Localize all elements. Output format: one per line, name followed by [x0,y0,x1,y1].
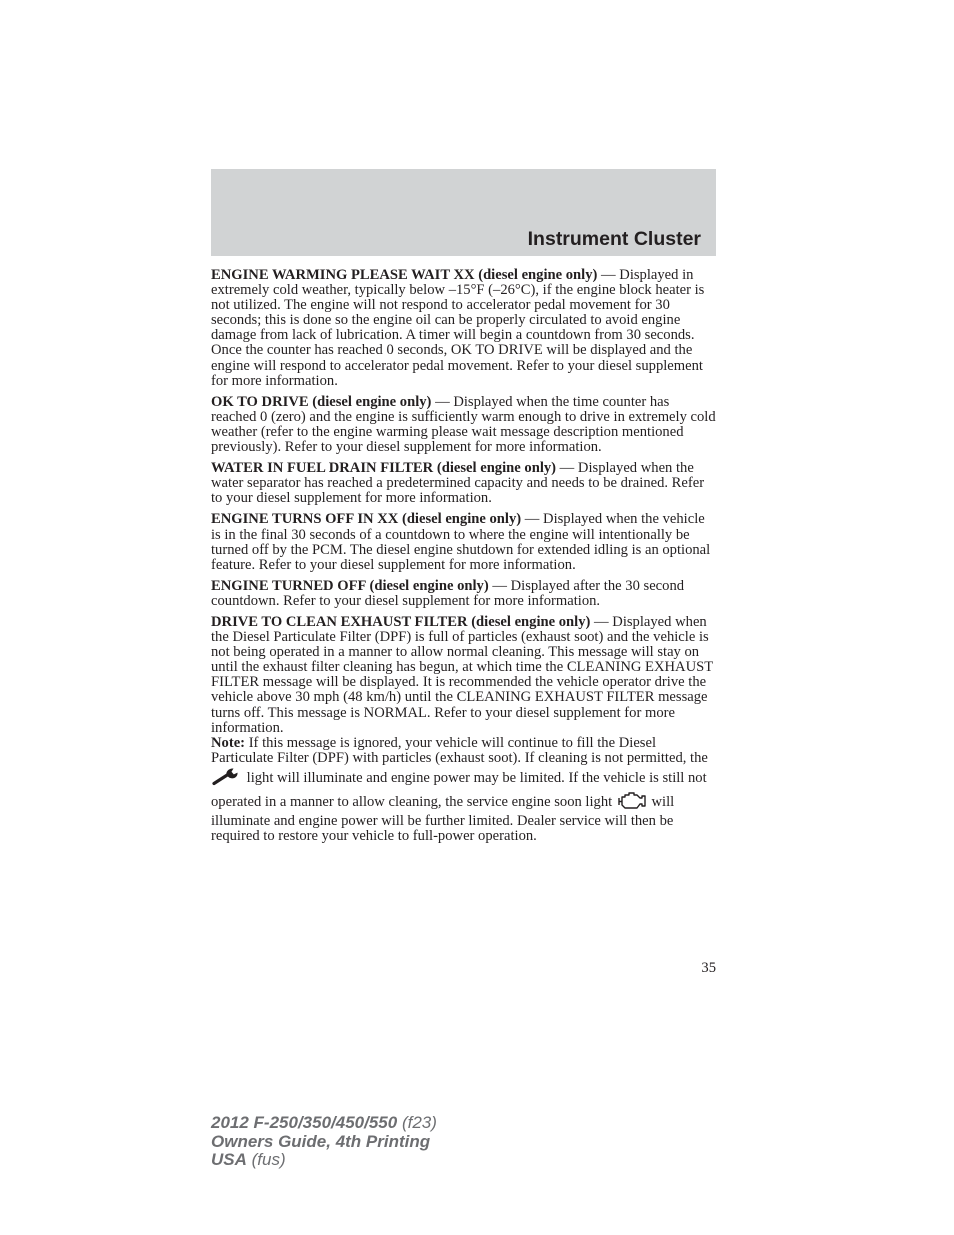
page-number: 35 [701,960,716,976]
message-body: — Displayed when the Diesel Particulate Filter (DPF) is full of particles (exhaust soot) and the vehicle is not being operated in a manner to allow normal cleaning. This message will stay on until the exhaust filter cleaning has begun, at which time the CLEANING EXHAUST FILTER message will be displayed. It is recommended the vehicle operator drive the vehicle above 30 mph (48 km/h) until the CLEANING EXHAUST FILTER message turns off. This message is NORMAL. Refer to your diesel supplement for more information. [211,613,713,736]
message-heading: DRIVE TO CLEAN EXHAUST FILTER (diesel engine only) [211,613,591,630]
note-paragraph [211,736,717,845]
message-water-in-fuel [211,461,717,506]
message-body: — Displayed when the vehicle is in the final 30 seconds of a countdown to where the engine will intentionally be turned off by the PCM. The diesel engine shutdown for extended idling is an optional feature. Refer to your diesel supplement for more information. [211,511,711,573]
footer-model-line [211,1114,437,1133]
note-text-1: If this message is ignored, your vehicle will continue to fill the Diesel Particulate Filter (DPF) with particles (exhaust soot). If cleaning is not permitted, the [211,734,708,766]
footer-market-code: (fus) [246,1150,286,1169]
note-text-3: will illuminate and engine power will be further limited. Dealer service will then be required to restore your vehicle to full-power operation. [211,794,675,845]
message-engine-turned-off [211,579,717,609]
footer-market: USA [211,1150,247,1169]
message-heading: ENGINE TURNED OFF (diesel engine only) [211,577,489,594]
message-engine-warming [211,268,717,389]
message-ok-to-drive [211,395,717,455]
footer-model-code: (f23) [397,1113,437,1132]
message-heading: ENGINE TURNS OFF IN XX (diesel engine only) [211,511,522,528]
footer-model: 2012 F-250/350/450/550 [211,1113,398,1132]
section-header-band [211,169,716,256]
wrench-icon [211,766,243,790]
message-body: — Displayed when the time counter has reached 0 (zero) and the engine is sufficiently warm enough to drive in extremely cold weather (refer to the engine warming please wait message description mentioned previously). Refer to your diesel supplement for more information. [211,393,716,456]
document-footer [211,1114,437,1170]
message-body: — Displayed in extremely cold weather, typically below –15°F (–26°C), if the engine block heater is not utilized. The engine will not respond to accelerator pedal movement for 30 seconds; this is done so the engine oil can be properly circulated to avoid engine damage from lack of lubrication. A timer will begin a countdown from 30 seconds. Once the counter has reached 0 seconds, OK TO DRIVE will be displayed and the engine will respond to accelerator pedal movement. Refer to your diesel supplement for more information. [211,267,705,389]
message-engine-turns-off [211,512,717,572]
footer-guide-line: Owners Guide, 4th Printing [211,1131,431,1151]
message-body: — Displayed after the 30 second countdown. Refer to your diesel supplement for more information. [211,577,685,609]
message-heading: WATER IN FUEL DRAIN FILTER (diesel engine only) [211,460,557,477]
note-text-2: light will illuminate and engine power may be limited. If the vehicle is still not operated in a manner to allow cleaning, the service engine soon light [211,769,707,810]
message-heading: OK TO DRIVE (diesel engine only) [211,393,432,410]
section-title: Instrument Cluster [527,228,701,250]
message-drive-to-clean [211,615,717,736]
note-label: Note: [211,734,246,751]
engine-icon [616,790,648,814]
message-body: — Displayed when the water separator has reached a predetermined capacity and needs to be drained. Refer to your diesel supplement for more information. [211,460,705,507]
footer-market-line [211,1151,437,1170]
message-heading: ENGINE WARMING PLEASE WAIT XX (diesel engine only) [211,267,598,283]
page-content [211,268,717,850]
